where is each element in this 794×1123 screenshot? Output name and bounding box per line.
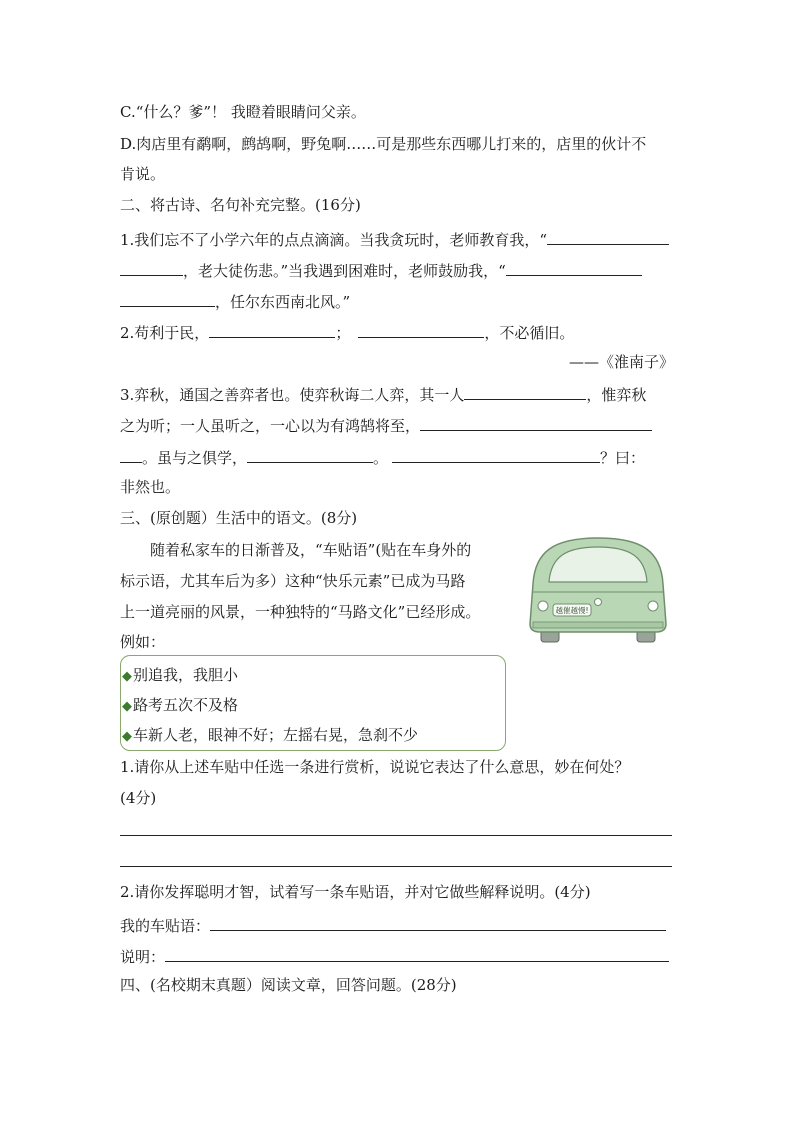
example-item bbox=[122, 725, 418, 747]
example-item bbox=[122, 695, 238, 717]
s2-q3-text3a: 。虽与之俱学， bbox=[142, 449, 248, 467]
explain-input[interactable] bbox=[165, 945, 669, 962]
s2-q3-text1b: ，惟弈秋 bbox=[586, 386, 647, 404]
s2-q2-text2: ，不必循旧。 bbox=[484, 324, 575, 342]
s2-q1-line3 bbox=[120, 290, 350, 312]
s2-q3-line2 bbox=[120, 414, 652, 436]
s2-q1-text1: 1.我们忘不了小学六年的点点滴滴。当我贪玩时，老师教育我，“ bbox=[120, 231, 547, 249]
s2-q3-text3c: ？曰： bbox=[600, 449, 646, 467]
s2-q2-blank1[interactable] bbox=[209, 321, 335, 338]
section3-title: 三、(原创题）生活中的语文。(8分) bbox=[120, 509, 358, 527]
s2-q2-blank2[interactable] bbox=[358, 321, 484, 338]
diamond-bullet-icon: ◆ bbox=[122, 729, 132, 744]
s2-q2-sep: ； bbox=[335, 324, 351, 342]
my-sticker-row bbox=[120, 914, 666, 936]
s2-q3-line4: 非然也。 bbox=[120, 478, 181, 496]
s3-q2: 2.请你发挥聪明才智，试着写一条车贴语，并对它做些解释说明。(4分) bbox=[120, 883, 591, 901]
answer-line-1[interactable] bbox=[120, 835, 672, 836]
option-c: C.“什么？爹”！ 我瞪着眼睛问父亲。 bbox=[120, 103, 366, 121]
section2-title: 二、将古诗、名句补充完整。(16分) bbox=[120, 196, 361, 214]
example-text: 别追我，我胆小 bbox=[133, 666, 239, 684]
answer-line-2[interactable] bbox=[120, 866, 672, 867]
s2-q1-blank2b[interactable] bbox=[120, 290, 215, 307]
s3-intro-line3: 上一道亮丽的风景，一种独特的“马路文化”已经形成。 bbox=[120, 603, 481, 621]
s2-q3-line1 bbox=[120, 383, 646, 405]
explain-label: 说明： bbox=[120, 948, 166, 966]
examples-box bbox=[120, 655, 506, 751]
example-text: 车新人老，眼神不好；左摇右晃，急刹不少 bbox=[133, 726, 419, 744]
option-d-line2: 肯说。 bbox=[120, 165, 166, 183]
my-sticker-label: 我的车贴语： bbox=[120, 917, 211, 935]
example-item bbox=[122, 665, 238, 687]
s2-q1-blank2a[interactable] bbox=[506, 259, 642, 276]
s2-q3-text1a: 3.弈秋，通国之善弈者也。使弈秋诲二人弈，其一人 bbox=[120, 386, 465, 404]
s2-q3-blank4[interactable] bbox=[392, 446, 600, 463]
s2-q3-line3 bbox=[120, 446, 645, 468]
s3-q1-line2: (4分) bbox=[120, 789, 157, 807]
car-illustration bbox=[523, 532, 673, 644]
s2-q1-text3: ，任尔东西南北风。” bbox=[215, 293, 351, 311]
car-sticker-text: 越催越慢! bbox=[555, 606, 589, 615]
s2-q1-line1 bbox=[120, 228, 669, 250]
s2-q3-blank1[interactable] bbox=[464, 383, 586, 400]
s2-q1-line2 bbox=[120, 259, 642, 281]
example-text: 路考五次不及格 bbox=[133, 696, 239, 714]
s2-q1-text2: ，老大徒伤悲。”当我遇到困难时，老师鼓励我，“ bbox=[183, 262, 506, 280]
s3-example-label: 例如： bbox=[120, 633, 166, 651]
s2-q3-blank3[interactable] bbox=[247, 446, 373, 463]
option-d-line1: D.肉店里有鹬啊，鹧鸪啊，野兔啊……可是那些东西哪儿打来的，店里的伙计不 bbox=[120, 135, 647, 153]
s3-intro-line2: 标示语，尤其车后为多）这种“快乐元素”已成为马路 bbox=[120, 572, 466, 590]
s3-q1-line1: 1.请你从上述车贴中任选一条进行赏析，说说它表达了什么意思，妙在何处？ bbox=[120, 758, 630, 776]
s2-q2-text1: 2.苟利于民， bbox=[120, 324, 210, 342]
s2-q3-blank2a[interactable] bbox=[420, 414, 652, 431]
s3-intro-line1: 随着私家车的日渐普及，“车贴语”(贴在车身外的 bbox=[150, 541, 472, 559]
s2-q3-text3b: 。 bbox=[373, 449, 389, 467]
section4-title: 四、(名校期末真题）阅读文章，回答问题。(28分) bbox=[120, 976, 457, 994]
s2-q3-blank2b[interactable] bbox=[120, 446, 142, 463]
explain-row bbox=[120, 945, 669, 967]
s2-q2 bbox=[120, 321, 574, 343]
diamond-bullet-icon: ◆ bbox=[122, 669, 132, 684]
my-sticker-input[interactable] bbox=[210, 914, 666, 931]
diamond-bullet-icon: ◆ bbox=[122, 699, 132, 714]
s2-q3-text2: 之为听；一人虽听之，一心以为有鸿鹄将至， bbox=[120, 417, 421, 435]
s2-q1-blank1a[interactable] bbox=[547, 228, 669, 245]
s2-q2-source: ——《淮南子》 bbox=[568, 353, 674, 371]
s2-q1-blank1b[interactable] bbox=[120, 259, 183, 276]
